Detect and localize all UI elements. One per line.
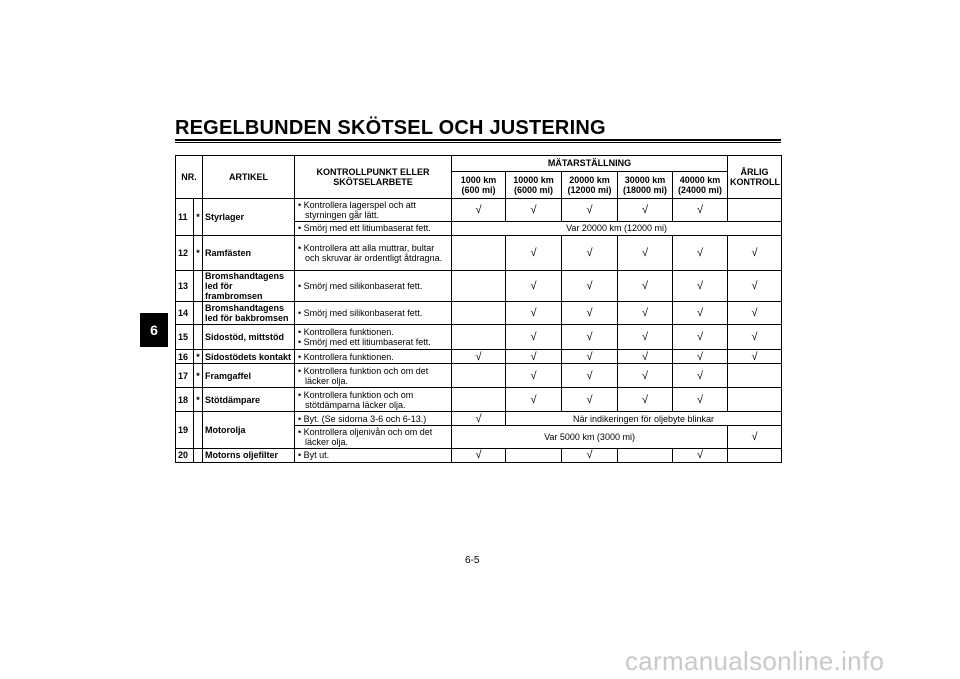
empty-cell [728,364,782,388]
check-mark: √ [618,388,673,412]
check-mark: √ [618,236,673,271]
row-star: * [194,388,203,412]
check-mark: √ [673,364,728,388]
page-number: 6-5 [465,555,480,566]
row-check-text: • Smörj med silikonbaserat fett. [298,308,423,319]
table-row [176,199,782,222]
check-mark: √ [618,364,673,388]
row-check-text: • Kontrollera att alla muttrar, bultar och skruvar är ordentligt åtdragna. [298,242,443,263]
check-mark: √ [506,271,562,302]
row-article: Sidostöd, mittstöd [203,325,295,350]
empty-cell [452,302,506,325]
check-mark: √ [562,449,618,462]
check-mark: √ [452,199,506,222]
check-mark: √ [506,325,562,350]
header-check: KONTROLLPUNKT ELLER SKÖTSELARBETE [295,156,452,199]
watermark: carmanualsonline.info [625,646,885,676]
check-mark: √ [506,350,562,364]
header-nr: NR. [176,156,203,199]
row-article: Bromshandtagens led för frambromsen [203,271,295,302]
check-mark: √ [452,350,506,364]
check-mark: √ [673,325,728,350]
row-check-text: • Kontrollera funktion och om stötdämparna läcker olja. [298,389,414,410]
row-article: Framgaffel [203,364,295,388]
empty-cell [452,271,506,302]
header-article: ARTIKEL [203,156,295,199]
row-nr: 12 [176,236,194,271]
row-check-text: • Kontrollera oljenivån och om det läcker olja. [298,427,433,448]
row-nr: 16 [176,350,194,364]
row-nr: 20 [176,449,194,462]
check-mark: √ [562,271,618,302]
check-mark: √ [562,388,618,412]
check-mark: √ [506,199,562,222]
check-mark: √ [728,236,782,271]
interval-4: 30000 km (18000 mi) [618,172,673,199]
empty-cell [452,388,506,412]
check-mark: √ [562,199,618,222]
check-mark: √ [673,388,728,412]
check-mark: √ [452,449,506,462]
check-mark: √ [728,302,782,325]
row-check-text: • Byt. (Se sidorna 3-6 och 6-13.) [298,413,427,424]
check-mark: √ [728,350,782,364]
empty-cell [194,412,203,449]
interval-note: När indikeringen för oljebyte blinkar [506,412,782,426]
row-check-text: • Kontrollera funktionen. [298,327,394,338]
table-row [176,271,782,302]
title-rule [175,139,781,141]
interval-3: 20000 km (12000 mi) [562,172,618,199]
check-mark: √ [673,236,728,271]
empty-cell [728,199,782,222]
row-article: Sidostödets kontakt [203,350,295,364]
row-check-text: • Kontrollera funktionen. [298,351,394,362]
row-article: Ramfästen [203,236,295,271]
page-title: REGELBUNDEN SKÖTSEL OCH JUSTERING [175,117,606,139]
empty-cell [194,325,203,350]
empty-cell [194,449,203,462]
check-mark: √ [673,350,728,364]
check-mark: √ [562,350,618,364]
empty-cell [452,364,506,388]
check-mark: √ [673,302,728,325]
table-row [176,325,782,350]
row-article: Motorolja [203,412,295,449]
row-check-text: • Kontrollera funktion och om det läcker olja. [298,365,429,386]
empty-cell [194,302,203,325]
empty-cell [618,449,673,462]
chapter-tab: 6 [140,313,168,347]
empty-cell [452,325,506,350]
check-mark: √ [618,325,673,350]
row-check-text: • Smörj med silikonbaserat fett. [298,281,423,292]
check-mark: √ [562,302,618,325]
maintenance-table [175,155,782,463]
row-check-text: • Kontrollera lagerspel och att styrningen går lätt. [298,199,416,220]
check-mark: √ [618,350,673,364]
table-row [176,388,782,412]
table-row [176,236,782,271]
check-mark: √ [618,302,673,325]
interval-note: Var 20000 km (12000 mi) [452,222,782,236]
check-mark: √ [506,236,562,271]
check-mark: √ [506,364,562,388]
check-mark: √ [673,199,728,222]
row-article: Motorns oljefilter [203,449,295,462]
table-row [176,350,782,364]
interval-2: 10000 km (6000 mi) [506,172,562,199]
row-check-text: • Byt ut. [298,450,330,461]
empty-cell [728,388,782,412]
check-mark: √ [728,271,782,302]
interval-5: 40000 km (24000 mi) [673,172,728,199]
row-nr: 14 [176,302,194,325]
row-article: Styrlager [203,199,295,236]
table-row [176,412,782,426]
check-mark: √ [728,325,782,350]
check-mark: √ [673,449,728,462]
interval-1: 1000 km (600 mi) [452,172,506,199]
row-nr: 15 [176,325,194,350]
empty-cell [506,449,562,462]
interval-note: Var 5000 km (3000 mi) [452,426,728,449]
empty-cell [728,449,782,462]
empty-cell [194,271,203,302]
row-nr: 11 [176,199,194,236]
header-annual: ÅRLIG KONTROLL [728,156,782,199]
check-mark: √ [562,364,618,388]
row-star: * [194,350,203,364]
row-nr: 17 [176,364,194,388]
check-mark: √ [673,271,728,302]
row-article: Bromshandtagens led för bakbromsen [203,302,295,325]
check-mark: √ [506,302,562,325]
row-nr: 19 [176,412,194,449]
row-article: Stötdämpare [203,388,295,412]
row-star: * [194,236,203,271]
row-nr: 13 [176,271,194,302]
row-check-text: • Smörj med ett litiumbaserat fett. [298,337,431,348]
row-star: * [194,364,203,388]
check-mark: √ [506,388,562,412]
row-check-text: • Smörj med ett litiumbaserat fett. [298,223,431,234]
table-row [176,302,782,325]
title-rule-thin [175,142,781,143]
check-mark: √ [562,236,618,271]
table-row [176,449,782,462]
check-mark: √ [452,412,506,426]
check-mark: √ [562,325,618,350]
check-mark: √ [728,426,782,449]
row-nr: 18 [176,388,194,412]
empty-cell [452,236,506,271]
table-row [176,364,782,388]
check-mark: √ [618,271,673,302]
header-meter: MÄTARSTÄLLNING [452,156,728,172]
row-star: * [194,199,203,236]
check-mark: √ [618,199,673,222]
